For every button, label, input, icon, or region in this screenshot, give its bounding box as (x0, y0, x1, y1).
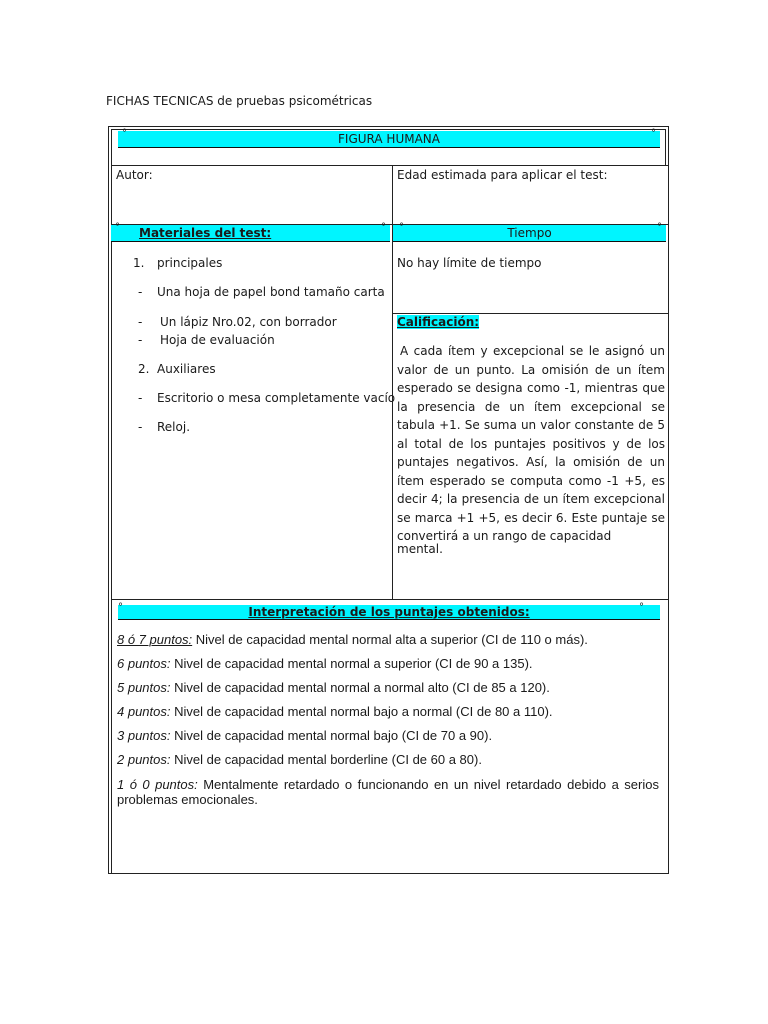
list-item: Auxiliares (157, 362, 216, 376)
points-label: 3 puntos: (117, 728, 171, 743)
points-description: Mentalmente retardado o funcionando en un nivel retardado debido a serios problemas emocionales. (117, 777, 659, 807)
document-title: FICHAS TECNICAS de pruebas psicométricas (106, 94, 373, 108)
list-item: Hoja de evaluación (160, 333, 275, 347)
points-description: Nivel de capacidad mental normal bajo (CI de 70 a 90). (170, 728, 493, 743)
tiempo-value: No hay límite de tiempo (397, 256, 542, 270)
autor-label: Autor: (116, 168, 153, 182)
tiempo-band (393, 222, 666, 242)
interpretation-item (117, 752, 659, 767)
list-item: Reloj. (157, 420, 191, 434)
autor-cell (111, 165, 393, 225)
interpretation-item (117, 680, 659, 695)
materiales-title: Materiales del test: (139, 226, 272, 240)
degree-mark-left: ° (399, 222, 404, 233)
list-marker: - (138, 333, 143, 347)
points-label: 1 ó 0 puntos: (117, 777, 198, 792)
degree-mark-left: ° (115, 222, 120, 233)
degree-mark-right: ° (381, 222, 386, 233)
points-description: Nivel de capacidad mental borderline (CI de 60 a 80). (170, 752, 482, 767)
list-marker: - (138, 391, 143, 405)
calificacion-body: A cada ítem y excepcional se le asignó un valor de un punto. La omisión de un ítem esperado se designa como -1, mientras que la presencia de un ítem excepcional se tabula +1. Se suma un valor constante de 5 al total de los puntajes positivos y de los puntajes negativos. Así, la omisión de un ítem esperado se computa como -1 +5, es decir 4; la presencia de un ítem excepcional se marca +1 +5, es decir 6. Este puntaje se convertirá a un rango de capacidad (397, 344, 665, 543)
interpretation-item (117, 632, 659, 647)
materiales-band (111, 222, 390, 242)
degree-mark-right: ° (657, 222, 662, 233)
degree-mark-right: ° (651, 128, 656, 139)
list-marker: - (138, 315, 143, 329)
interpretation-item (117, 704, 659, 719)
interpretacion-title: Interpretación de los puntajes obtenidos: (248, 605, 530, 619)
calificacion-tail: mental. (397, 542, 443, 556)
edad-label: Edad estimada para aplicar el test: (397, 168, 608, 182)
list-marker: 1. (133, 256, 145, 270)
interpretation-item (117, 777, 659, 807)
list-marker: - (138, 285, 143, 299)
list-marker: 2. (138, 362, 150, 376)
points-label: 8 ó 7 puntos: (117, 632, 193, 647)
interpretation-item (117, 728, 659, 743)
tiempo-title: Tiempo (507, 226, 552, 240)
points-label: 2 puntos: (117, 752, 171, 767)
points-description: Nivel de capacidad mental normal a normal alto (CI de 85 a 120). (170, 680, 550, 695)
calificacion-title (397, 315, 479, 329)
list-item: principales (157, 256, 223, 270)
materiales-cell (111, 224, 396, 600)
degree-mark-left: ° (122, 128, 127, 139)
list-item: Una hoja de papel bond tamaño carta (157, 285, 385, 299)
points-label: 5 puntos: (117, 680, 171, 695)
points-label: 4 puntos: (117, 704, 171, 719)
figura-humana-band (118, 128, 660, 148)
list-item: Un lápiz Nro.02, con borrador (160, 315, 337, 329)
list-marker: - (138, 420, 143, 434)
degree-mark-right: ° (639, 602, 644, 613)
degree-mark-left: ° (118, 602, 123, 613)
figura-humana-title: FIGURA HUMANA (338, 132, 440, 146)
points-description: Nivel de capacidad mental normal a superior (CI de 90 a 135). (170, 656, 533, 671)
points-label: 6 puntos: (117, 656, 171, 671)
points-description: Nivel de capacidad mental normal bajo a normal (CI de 80 a 110). (170, 704, 553, 719)
calificacion-label: Calificación: (397, 315, 480, 329)
interpretacion-band (118, 602, 660, 620)
interpretation-item (117, 656, 659, 671)
list-item: Escritorio o mesa completamente vacío (157, 391, 396, 405)
points-description: Nivel de capacidad mental normal alta a superior (CI de 110 o más). (192, 632, 588, 647)
